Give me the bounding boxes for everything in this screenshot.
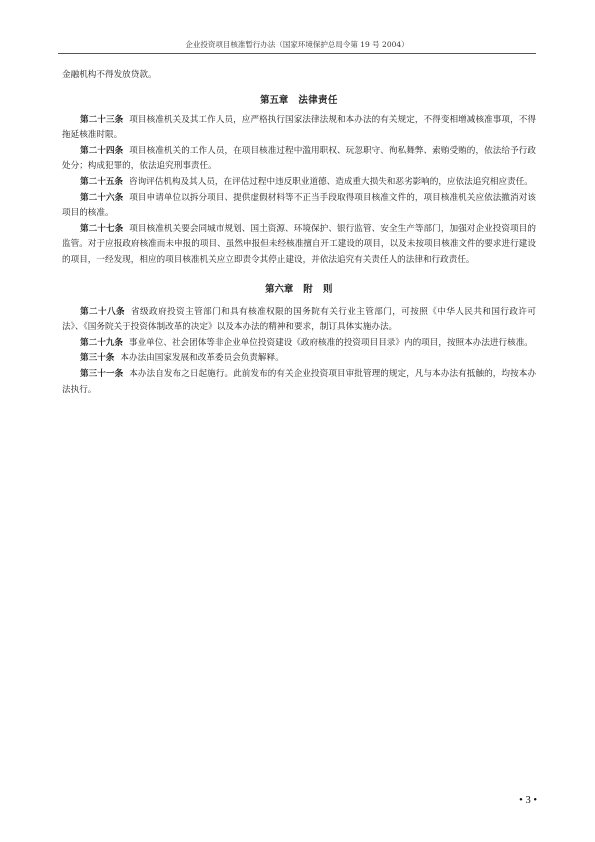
article-text: 事业单位、社会团体等非企业单位投资建设《政府核准的投资项目目录》内的项目，按照本办法进行核准。 — [128, 337, 533, 348]
document-body — [62, 68, 536, 398]
article-label: 第二十三条 — [80, 114, 124, 125]
article-text: 项目核准机关的工作人员，在项目核准过程中滥用职权、玩忽职守、徇私舞弊、索贿受贿的，依法给予行政处分；构成犯罪的，依法追究刑事责任。 — [62, 145, 536, 172]
article-26 — [62, 191, 536, 222]
article-24 — [62, 144, 536, 175]
article-label: 第二十九条 — [80, 337, 123, 348]
article-text: 本办法自发布之日起施行。此前发布的有关企业投资项目审批管理的规定，凡与本办法有抵触的，均按本办法执行。 — [62, 368, 536, 395]
article-label: 第二十八条 — [80, 306, 126, 317]
article-label: 第二十五条 — [80, 176, 123, 187]
article-label: 第二十六条 — [80, 192, 124, 203]
chapter-number: 第五章 — [260, 94, 289, 106]
article-text: 项目核准机关要会同城市规划、国土资源、环境保护、银行监管、安全生产等部门，加强对企业投资项目的监管。对于应报政府核准而未申报的项目、虽然申报但未经核准擅自开工建设的项目，以及未按项目核准文件的要求进行建设的项目，一经发现，相应的项目核准机关应立即责令其停止建设，并依法追究有关责任人的法律和行政责任。 — [62, 223, 536, 265]
chapter-title: 附 则 — [303, 283, 333, 295]
page-number: • 3 • — [519, 795, 537, 806]
article-label: 第二十四条 — [80, 145, 124, 156]
article-30 — [62, 351, 536, 367]
article-text: 省级政府投资主管部门和具有核准权限的国务院有关行业主管部门，可按照《中华人民共和国行政许可法》、《国务院关于投资体制改革的决定》以及本办法的精神和要求，制订具体实施办法。 — [62, 306, 536, 333]
article-label: 第三十一条 — [80, 368, 124, 379]
article-31 — [62, 367, 536, 398]
running-header: 企业投资项目核准暂行办法（国家环境保护总局令第 19 号 2004） — [185, 40, 409, 49]
continuation-paragraph: 金融机构不得发放贷款。 — [62, 70, 157, 80]
article-text: 本办法由国家发展和改革委员会负责解释。 — [120, 353, 284, 364]
chapter-heading-6 — [62, 282, 536, 297]
article-29 — [62, 336, 536, 352]
article-27 — [62, 222, 536, 269]
chapter-heading-5 — [62, 93, 536, 108]
chapter-title: 法律责任 — [298, 94, 338, 106]
article-text: 项目核准机关及其工作人员，应严格执行国家法律法规和本办法的有关规定，不得变相增减核准事项，不得拖延核准时限。 — [62, 114, 536, 141]
article-label: 第三十条 — [80, 353, 115, 364]
article-text: 咨询评估机构及其人员，在评估过程中违反职业道德、造成重大损失和恶劣影响的，应依法追究相应责任。 — [128, 176, 533, 187]
article-28 — [62, 305, 536, 336]
article-23 — [62, 113, 536, 144]
article-25 — [62, 175, 536, 191]
article-text: 项目申请单位以拆分项目、提供虚假材料等不正当手段取得项目核准文件的，项目核准机关应依法撤消对该项目的核准。 — [62, 192, 536, 219]
header-divider — [58, 53, 536, 54]
article-label: 第二十七条 — [80, 223, 124, 234]
chapter-number: 第六章 — [265, 283, 294, 295]
